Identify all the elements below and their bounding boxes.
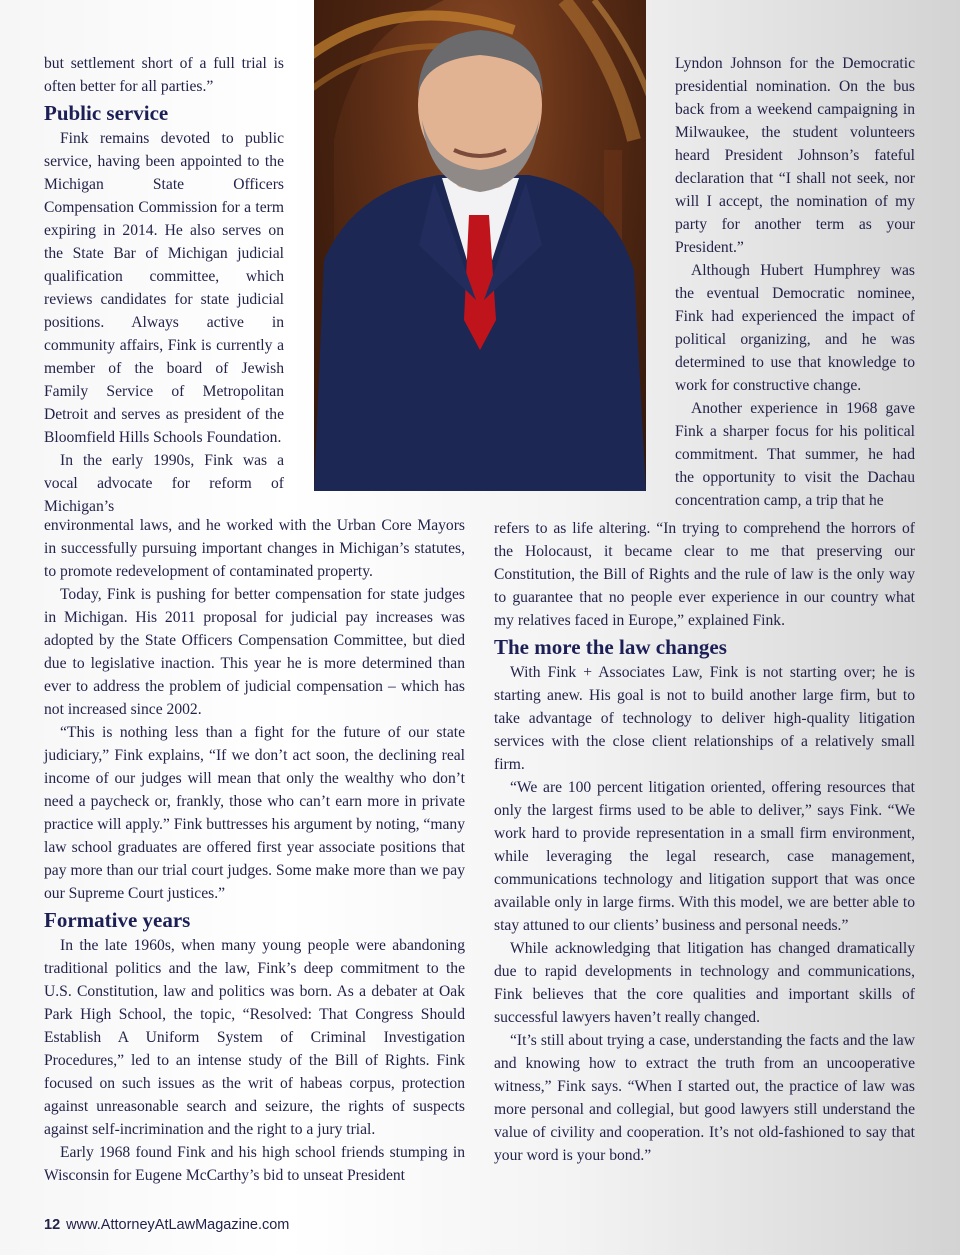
paragraph: In the early 1990s, Fink was a vocal advocate for reform of Michigan’s bbox=[44, 452, 284, 515]
page-number: 12 bbox=[44, 1217, 61, 1233]
portrait-illustration bbox=[314, 0, 646, 491]
page-footer bbox=[44, 1217, 289, 1233]
paragraph: “It’s still about trying a case, understanding the facts and the law and knowing how to extract the truth from an uncooperative witness,” Fink says. “When I started out, the practice of law was more personal and collegial, but good lawyers still understand the value of civility and cooperation. It’s not old-fashioned to say that your word is your bond.” bbox=[494, 1032, 915, 1164]
heading-public-service: Public service bbox=[44, 101, 169, 125]
paragraph: While acknowledging that litigation has changed dramatically due to rapid developments in technology and communications, Fink believes that the core qualities and important skills of successful lawyers haven’t really changed. bbox=[494, 940, 915, 1026]
paragraph: Today, Fink is pushing for better compensation for state judges in Michigan. His 2011 proposal for judicial pay increases was adopted by the State Officers Compensation Committee, but died due to legislative inaction. This year he is more determined than ever to address the problem of judicial compensation – which has not increased since 2002. bbox=[44, 586, 465, 718]
paragraph: refers to as life altering. “In trying to comprehend the horrors of the Holocaust, it became clear to me that preserving our Constitution, the Bill of Rights and the rule of law is the only way to guarantee that no people ever experience in our country what my relatives faced in Europe,” explained Fink. bbox=[494, 520, 915, 629]
paragraph: “This is nothing less than a fight for the future of our state judiciary,” Fink explains, “If we don’t act soon, the declining real income of our judges will mean that only the wealthy who don’t need a paycheck or, frankly, those who can’t earn more in private practice will apply.” Fink buttresses his argument by noting, “many law school graduates are offered first year associate positions that pay more than our trial court judges. Some make more than we pay our Supreme Court justices.” bbox=[44, 724, 465, 902]
heading-formative-years: Formative years bbox=[44, 908, 191, 932]
paragraph: In the late 1960s, when many young people were abandoning traditional politics and the law, Fink’s deep commitment to the U.S. Constitution, law and politics was born. As a debater at Oak Park High School, the topic, “Resolved: That Congress Should Establish A Uniform System of Criminal Investigation Procedures,” led to an intense study of the Bill of Rights. Fink focused on such issues as the writ of habeas corpus, protection against unreasonable search and seizure, the rights of suspects against self-incrimination and the right to a jury trial. bbox=[44, 937, 465, 1138]
left-column-top bbox=[44, 52, 284, 518]
portrait-photo bbox=[314, 0, 646, 491]
paragraph: “We are 100 percent litigation oriented, offering resources that only the largest firms used to be able to deliver,” says Fink. “We work hard to provide representation in a small firm environment, while leveraging the legal research, case management, communications technology and litigation support that was once available only in large firms. With this model, we are better able to stay attuned to our clients’ business and personal needs.” bbox=[494, 779, 915, 934]
paragraph: Early 1968 found Fink and his high school friends stumping in Wisconsin for Eugene McCarthy’s bid to unseat President bbox=[44, 1144, 465, 1184]
right-column-bottom bbox=[494, 517, 915, 1167]
paragraph: Fink remains devoted to public service, having been appointed to the Michigan State Officers Compensation Commission for a term expiring in 2014. He also serves on the State Bar of Michigan judicial qualification committee, which reviews candidates for state judicial positions. Always active in community affairs, Fink is currently a member of the board of Jewish Family Service of Metropolitan Detroit and serves as president of the Bloomfield Hills Schools Foundation. bbox=[44, 130, 284, 446]
paragraph: Lyndon Johnson for the Democratic presidential nomination. On the bus back from a weekend campaigning in Milwaukee, the student volunteers heard President Johnson’s fateful declaration that “I shall not seek, nor will I accept, the nomination of my party for another term as your President.” bbox=[675, 55, 915, 256]
paragraph: Another experience in 1968 gave Fink a sharper focus for his political commitment. That summer, he had the opportunity to visit the Dachau concentration camp, a trip that he bbox=[675, 400, 915, 509]
paragraph: With Fink + Associates Law, Fink is not starting over; he is starting anew. His goal is not to build another large firm, but to take advantage of technology to deliver high-quality litigation services with the close client relationships of a relatively small firm. bbox=[494, 664, 915, 773]
paragraph: environmental laws, and he worked with the Urban Core Mayors in successfully pursuing important changes in Michigan’s statutes, to promote redevelopment of contaminated property. bbox=[44, 517, 465, 580]
right-column-top bbox=[675, 52, 915, 512]
website-link[interactable]: www.AttorneyAtLawMagazine.com bbox=[66, 1217, 290, 1233]
paragraph: but settlement short of a full trial is often better for all parties.” bbox=[44, 55, 284, 95]
heading-law-changes: The more the law changes bbox=[494, 635, 727, 659]
left-column-bottom bbox=[44, 514, 465, 1187]
paragraph: Although Hubert Humphrey was the eventual Democratic nominee, Fink had experienced the impact of political organizing, and he was determined to use that knowledge to work for constructive change. bbox=[675, 262, 915, 394]
